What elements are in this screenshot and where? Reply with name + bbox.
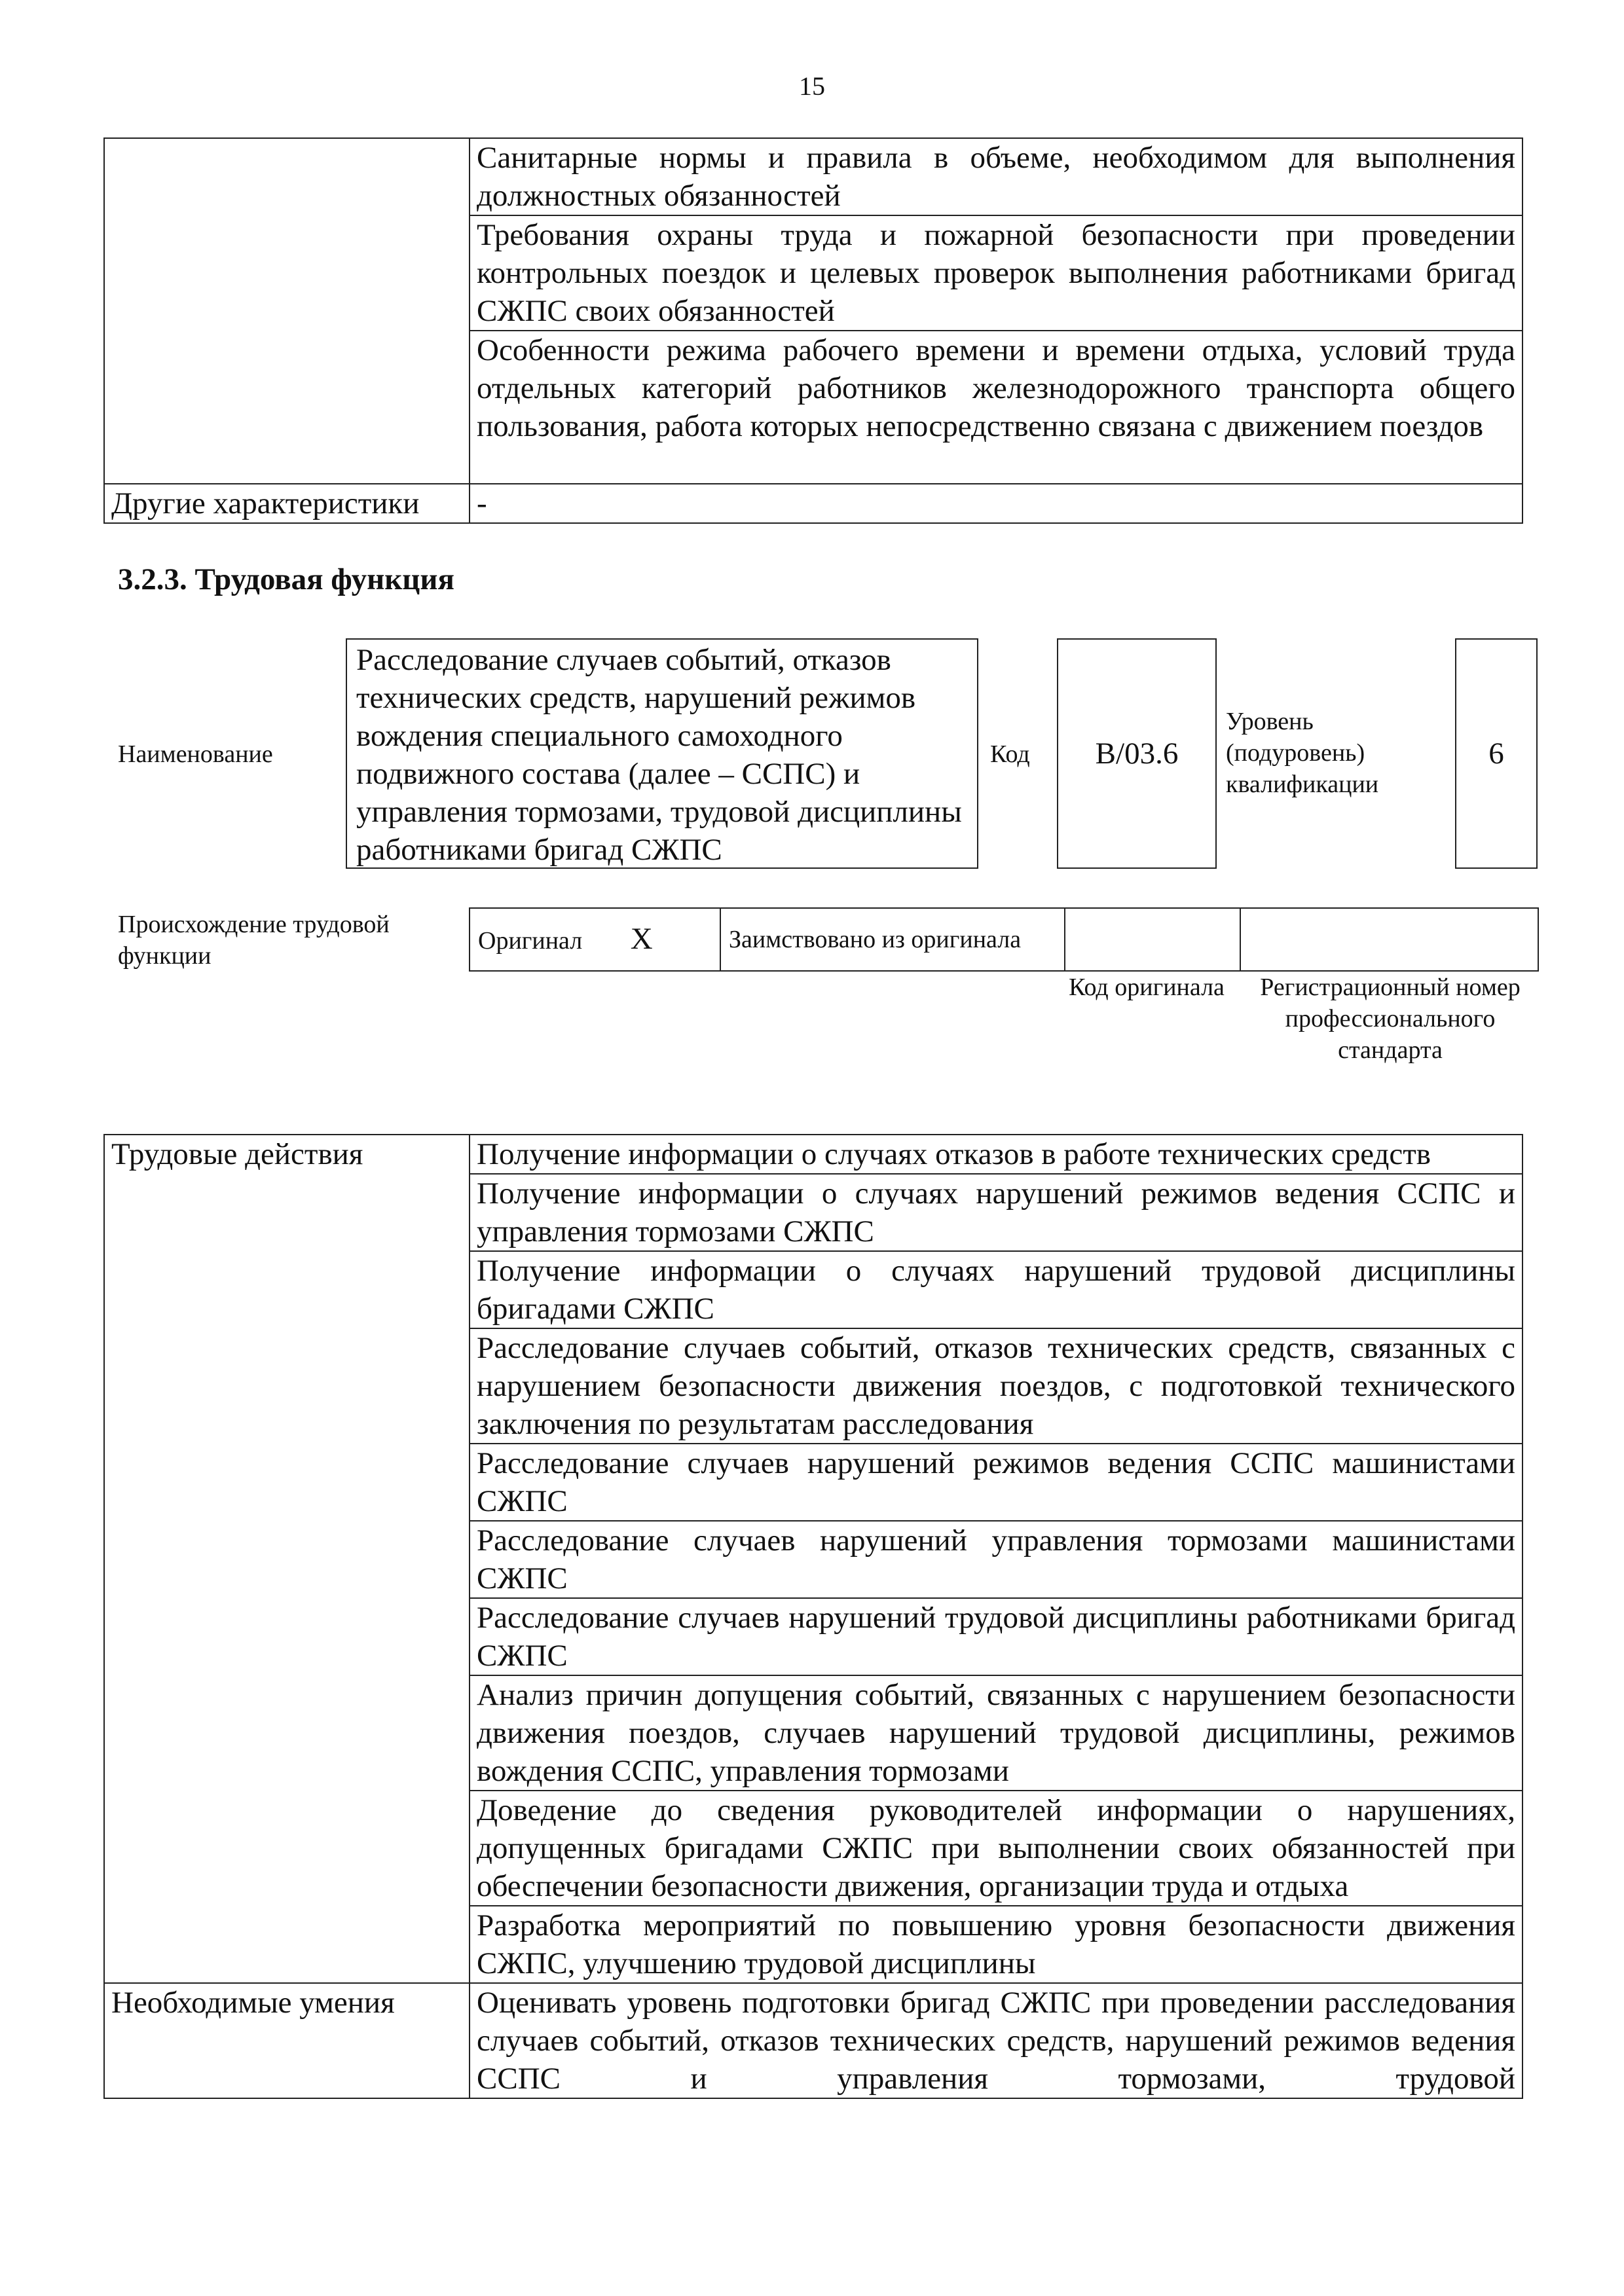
origin-code-cell — [1065, 908, 1240, 971]
labor-action-item: Анализ причин допущения событий, связанных с нарушением безопасности движения поездов, случаев нарушений трудовой дисциплины, режимов вождения ССПС, управления тормозами — [470, 1675, 1522, 1791]
labor-actions-table — [103, 1134, 1523, 2099]
table-row — [104, 484, 1522, 523]
labor-actions-label: Трудовые действия — [104, 1135, 470, 1983]
labor-action-item: Получение информации о случаях нарушений трудовой дисциплины бригадами СЖПС — [470, 1251, 1522, 1328]
table-row — [104, 138, 1522, 215]
requirement-cell: Особенности режима рабочего времени и времени отдыха, условий труда отдельных категорий работников железнодорожного транспорта общего пользования, работа которых непосредственно связана с движением поездов — [470, 331, 1522, 484]
table-row — [104, 1983, 1522, 2098]
origin-code-caption: Код оригинала — [1069, 974, 1225, 1001]
code-label: Код — [990, 740, 1030, 768]
labor-action-item: Разработка мероприятий по повышению уровня безопасности движения СЖПС, улучшению трудовой дисциплины — [470, 1906, 1522, 1983]
borrowed-label: Заимствовано из оригинала — [720, 908, 1065, 971]
original-cell — [470, 908, 720, 971]
function-name-box: Расследование случаев событий, отказов технических средств, нарушений режимов вождения специального самоходного подвижного состава (далее – ССПС) и управления тормозами, трудовой дисциплины работниками бригад СЖПС — [346, 638, 978, 869]
table-row — [470, 908, 1538, 971]
requirement-cell: Санитарные нормы и правила в объеме, необходимом для выполнения должностных обязанностей — [470, 138, 1522, 215]
name-label: Наименование — [118, 740, 273, 768]
original-mark: X — [630, 921, 653, 956]
labor-action-item: Расследование случаев нарушений трудовой дисциплины работниками бригад СЖПС — [470, 1598, 1522, 1675]
registration-number-cell — [1240, 908, 1538, 971]
required-skills-label: Необходимые умения — [104, 1983, 470, 2098]
function-code-value: B/03.6 — [1095, 737, 1179, 771]
requirements-table — [103, 137, 1523, 524]
empty-label-cell — [104, 138, 470, 484]
origin-label: Происхождение трудовой функции — [118, 911, 390, 970]
labor-action-item: Получение информации о случаях нарушений режимов ведения ССПС и управления тормозами СЖПС — [470, 1174, 1522, 1251]
labor-action-item: Получение информации о случаях отказов в работе технических средств — [470, 1135, 1522, 1174]
other-characteristics-label: Другие характеристики — [104, 484, 470, 523]
requirement-cell: Требования охраны труда и пожарной безопасности при проведении контрольных поездок и целевых проверок выполнения работниками бригад СЖПС своих обязанностей — [470, 215, 1522, 331]
other-characteristics-value: - — [470, 484, 1522, 523]
table-row — [104, 1135, 1522, 1174]
labor-action-item: Расследование случаев событий, отказов технических средств, связанных с нарушением безопасности движения поездов, с подготовкой технического заключения по результатам расследования — [470, 1328, 1522, 1444]
section-title: 3.2.3. Трудовая функция — [118, 562, 454, 596]
origin-table — [469, 907, 1539, 972]
labor-action-item: Доведение до сведения руководителей информации о нарушениях, допущенных бригадами СЖПС при выполнении своих обязанностей при обеспечении безопасности движения, организации труда и отдыха — [470, 1791, 1522, 1906]
page-number: 15 — [799, 71, 825, 101]
labor-action-item: Расследование случаев нарушений управления тормозами машинистами СЖПС — [470, 1521, 1522, 1598]
function-code-box — [1057, 638, 1217, 869]
original-label: Оригинал — [478, 926, 583, 955]
qualification-level-box — [1455, 638, 1538, 869]
level-label: Уровень (подуровень) квалификации — [1226, 708, 1379, 798]
qualification-level-value: 6 — [1488, 737, 1504, 771]
required-skill-item: Оценивать уровень подготовки бригад СЖПС при проведении расследования случаев событий, отказов технических средств, нарушений режимов ведения ССПС и управления тормозами, трудовой — [470, 1983, 1522, 2098]
labor-action-item: Расследование случаев нарушений режимов ведения ССПС машинистами СЖПС — [470, 1444, 1522, 1521]
registration-number-caption: Регистрационный номер профессионального стандарта — [1260, 974, 1521, 1064]
